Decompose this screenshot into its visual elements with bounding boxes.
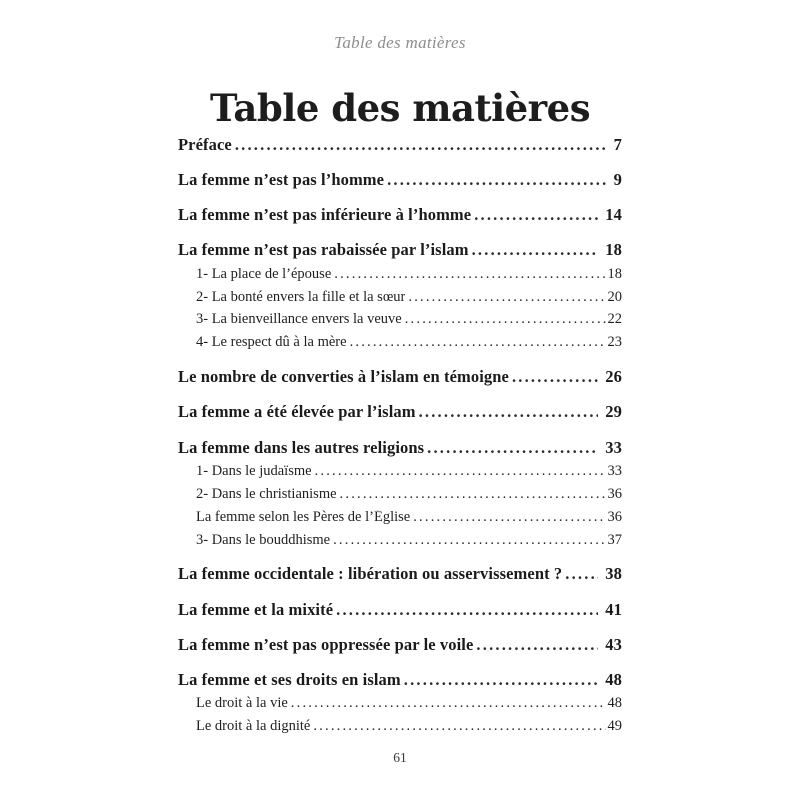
- toc-entry-label: La femme a été élevée par l’islam: [178, 403, 416, 422]
- page-number: 26: [605, 367, 622, 387]
- toc-entry: [178, 335, 622, 351]
- dot-leader: [476, 636, 598, 654]
- toc-entry: [178, 267, 622, 283]
- toc-entry-label: La femme et la mixité: [178, 600, 334, 619]
- page-number: 36: [607, 485, 622, 502]
- toc-entry-label: Préface: [178, 136, 232, 154]
- page-number: 49: [607, 717, 622, 734]
- page-number: 20: [607, 288, 622, 305]
- page-number: 23: [607, 334, 622, 351]
- page-number: 18: [605, 240, 622, 260]
- toc-entry: [178, 565, 622, 583]
- toc-entry: [178, 368, 622, 386]
- running-head: Table des matières: [334, 33, 466, 52]
- toc-entry: [178, 671, 622, 689]
- page-number: 43: [605, 634, 622, 654]
- toc-entry: [178, 533, 622, 549]
- dot-leader: [413, 510, 605, 526]
- page-number: 29: [605, 402, 622, 422]
- dot-leader: [404, 671, 599, 689]
- dot-leader: [512, 368, 598, 386]
- toc-entry-label: 1- Dans le judaïsme: [196, 463, 312, 479]
- dot-leader: [474, 206, 598, 224]
- toc-entry-label: La femme n’est pas l’homme: [178, 171, 385, 190]
- toc-entry: [178, 312, 622, 328]
- toc-entry: [178, 696, 622, 712]
- page-number: 38: [605, 564, 622, 584]
- page-number: 9: [613, 170, 622, 190]
- toc-entry-label: 3- Dans le bouddhisme: [196, 532, 331, 548]
- toc-entry: [178, 464, 622, 480]
- toc-entry: [178, 171, 622, 189]
- toc-entry-label: Le droit à la dignité: [196, 718, 311, 734]
- page-number: 7: [613, 135, 622, 154]
- dot-leader: [565, 565, 598, 583]
- dot-leader: [340, 487, 606, 503]
- page-number: 18: [607, 265, 622, 282]
- dot-leader: [291, 696, 606, 712]
- toc-entry-label: 4- Le respect dû à la mère: [196, 335, 347, 351]
- page-number: 33: [605, 437, 622, 457]
- dot-leader: [472, 241, 599, 259]
- dot-leader: [315, 464, 606, 480]
- toc-entry-label: 3- La bienveillance envers la veuve: [196, 312, 402, 328]
- page-number: 37: [607, 531, 622, 548]
- toc-entry-label: 1- La place de l’épouse: [196, 266, 332, 282]
- page-number: 22: [607, 311, 622, 328]
- toc-entry-label: La femme n’est pas inférieure à l’homme: [178, 206, 472, 225]
- toc-entry: [178, 487, 622, 503]
- table-of-contents: [178, 136, 622, 735]
- toc-entry: [178, 510, 622, 526]
- toc-entry: [178, 403, 622, 421]
- dot-leader: [350, 335, 606, 351]
- toc-entry-label: La femme occidentale : libération ou asservissement ?: [178, 565, 563, 584]
- toc-entry-label: La femme dans les autres religions: [178, 438, 425, 457]
- page-title: Table des matières: [209, 85, 591, 130]
- toc-entry-label: La femme et ses droits en islam: [178, 670, 401, 689]
- toc-entry-label: Le nombre de converties à l’islam en témoigne: [178, 368, 509, 387]
- page-number: 48: [605, 669, 622, 689]
- dot-leader: [408, 290, 605, 306]
- toc-entry-label: La femme n’est pas oppressée par le voile: [178, 635, 474, 654]
- dot-leader: [313, 719, 605, 735]
- toc-entry-label: La femme selon les Pères de l’Église: [196, 509, 411, 525]
- toc-entry: [178, 719, 622, 735]
- toc-entry-label: 2- La bonté envers la fille et la sœur: [196, 289, 406, 305]
- dot-leader: [419, 403, 599, 421]
- dot-leader: [405, 312, 606, 328]
- toc-entry: [178, 636, 622, 654]
- dot-leader: [235, 136, 607, 154]
- toc-entry-label: Le droit à la vie: [196, 696, 288, 712]
- dot-leader: [333, 533, 605, 549]
- dot-leader: [387, 171, 607, 189]
- dot-leader: [427, 439, 598, 457]
- toc-entry: [178, 136, 622, 154]
- toc-entry: [178, 601, 622, 619]
- page-number: 33: [607, 462, 622, 479]
- page-number: 36: [607, 508, 622, 525]
- page-number: 14: [605, 205, 622, 225]
- toc-entry: [178, 206, 622, 224]
- toc-entry: [178, 290, 622, 306]
- dot-leader: [336, 601, 598, 619]
- toc-entry: [178, 439, 622, 457]
- toc-entry-label: La femme n’est pas rabaissée par l’islam: [178, 241, 469, 260]
- toc-entry-label: 2- Dans le christianisme: [196, 486, 337, 502]
- page-number: 41: [605, 599, 622, 619]
- toc-entry: [178, 241, 622, 259]
- folio-page-number: 61: [393, 750, 407, 765]
- page-number: 48: [607, 695, 622, 712]
- dot-leader: [334, 267, 605, 283]
